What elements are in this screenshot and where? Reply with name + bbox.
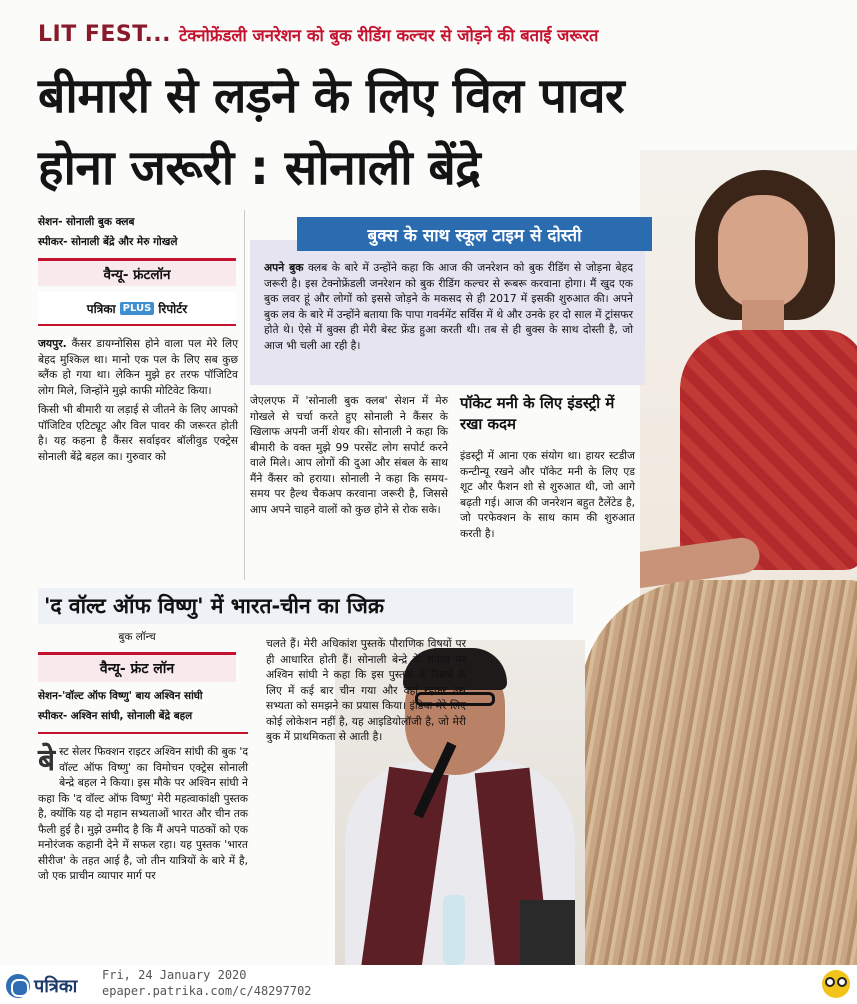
book-launch-label: बुक लॉन्च [118,631,156,643]
globe-icon [6,974,30,998]
article-column-5: चलते हैं। मेरी अधिकांश पुस्तकें पौराणिक विषयों पर ही आधारित होती हैं। सोनाली बेन्द्रे के सवाल पर अश्विन सांघी ने कहा कि इस पुस्तक के रिसर्च के लिए में कई बार चीन गया और वहां रहकर उस सभ्यता को समझने का प्रयास किया। इंडिया मेरे लिए कोई लोकेशन नहीं है, यह आइडियोलॉजी है, जो मेरी बुक में प्राथमिकता से आती है। [266,637,466,743]
footer-date: Fri, 24 January 2020 [102,968,247,982]
dropcap: बे [38,743,56,778]
footer [0,965,857,1004]
sonali-skirt-photo [560,560,857,965]
logo-text: पत्रिका [34,976,78,997]
reporter-byline [38,292,236,326]
kicker [38,14,838,54]
reporter-post: रिपोर्टर [158,301,188,316]
sidebar-lead: अपने बुक [264,261,304,274]
headline-line-1: बीमारी से लड़ने के लिए विल पावर [38,68,625,124]
patrika-logo[interactable] [6,973,116,999]
column-divider [244,210,245,580]
sidebar-title: बुक्स के साथ स्कूल टाइम से दोस्ती [297,217,652,251]
venue-label: वैन्यू- फ्रंटलॉन [38,258,236,286]
session-info [38,212,238,252]
reporter-plus: PLUS [120,302,155,315]
sidebar-box [250,240,645,385]
pocket-money-title: पॉकेट मनी के लिए इंडस्ट्री में रखा कदम [460,394,615,433]
col1-para-1: कैंसर डायग्नोसिस होने वाला पल मेरे लिए बेहद मुश्किल था। मानो एक पल के लिए सब कुछ ब्लैंक हो गया था। लेकिन मुझे हर तरफ पॉजिटिव लोग मिले, जिन्होंने मुझे काफी मोटिवेट किया। [38,337,238,397]
speaker-name: स्पीकर- सोनाली बेंद्रे और मेरु गोखले [38,236,178,248]
article-column-2: जेएलएफ में 'सोनाली बुक क्लब' सेशन में मेरु गोखले से चर्चा करते हुए सोनाली ने कैंसर के खिलाफ अपनी जर्नी शेयर की। सोनाली ने कहा कि बीमारी के वक्त मुझे 99 परसेंट लोग सपोर्ट करने वाले मिले। आप लोगों की दुआ और संबल के साथ मैंने कैंसर को हराया। सोनाली ने कहा कि समय-समय पर हैल्थ चैकअप करवाना जरूरी है, जिससे आप अपने चाहने वालों को कुछ होने से रोक सके। [250,394,448,516]
footer-stamp [102,967,312,999]
col1-para-2: किसी भी बीमारी या लड़ाई से जीतने के लिए आपको पॉजिटिव एटिट्यूट और विल पावर की जरूरत होती है। यह कहना है कैंसर सर्वाइवर बॉलीवुड एक्ट्रेस सोनाली बेंद्रे बहल का। गुरुवार को [38,403,238,463]
headline-line-2: होना जरूरी : सोनाली बेंद्रे [38,140,481,196]
section2-title: 'द वॉल्ट ऑफ विष्णु' में भारत-चीन का जिक्र [38,588,573,624]
session2-speaker: स्पीकर- अश्विन सांघी, सोनाली बेंद्रे बहल [38,710,193,722]
pocket-money-text: इंडस्ट्री में आना एक संयोग था। हायर स्टडीज कन्टीन्यू रखने और पॉकेट मनी के लिए एड शूट और फैशन शो से शुरुआत थी, जो आगे बढ़ती गई। आज की जनरेशन बहुत टैलेंटेड है, जो परफेक्शन के साथ काम की शुरुआत करती है। [460,449,635,540]
kicker-text: टेक्नोफ्रेंडली जनरेशन को बुक रीडिंग कल्चर से जोड़ने की बताई जरूरत [179,25,599,45]
sonali-photo [640,150,857,620]
footer-url[interactable]: epaper.patrika.com/c/48297702 [102,984,312,998]
article-column-1 [38,336,238,464]
headline [38,60,848,204]
reporter-pre: पत्रिका [86,301,116,316]
col4-text: स्ट सेलर फिक्शन राइटर अश्विन सांघी की बुक 'द वॉल्ट ऑफ विष्णु' का विमोचन एक्ट्रेस सोनाली बेन्द्रे बहल ने किया। इस मौके पर अश्विन सांघी ने कहा कि 'द वॉल्ट ऑफ विष्णु' मेरी महत्वाकांक्षी पुस्तक है, क्योंकि यह दो महान सभ्यताओं भारत और चीन तक फैली हुई है। मुझे उम्मीद है कि मैं अपने पाठकों को एक मनोरंजक कहानी देने में सफल रहा। यह पुस्तक 'भारत सीरीज' के तहत आई है, जो तीन यात्रियों के बारे में है, जो एक प्राचीन व्यापार मार्ग पर [38,745,248,882]
session2-name: सेशन-'वॉल्ट ऑफ विष्णु' बाय अश्विन सांघी [38,690,203,702]
session-name: सेशन- सोनाली बुक क्लब [38,216,135,228]
article-column-4 [38,744,248,884]
venue2-label: वैन्यू- फ्रंट लॉन [38,652,236,682]
session2-info [38,686,248,734]
owl-icon [820,966,852,1000]
dateline: जयपुर. [38,337,67,350]
sidebar-text: क्लब के बारे में उन्होंने कहा कि आज की जनरेशन को बुक रीडिंग से जोड़ना बेहद जरूरी है। इस टेक्नोफ्रेंडली जनरेशन को बुक रीडिंग कल्चर से रूबरू करवाना होगा। मैं खुद एक बुक लवर हूं और लोगों को इससे जोड़ने के मकसद से ही 2017 में इसकी शुरुआत की। अपने बुक लव के बारे में उन्होंने बताया कि पापा गवर्नमेंट सर्विस में थे और उनके हर दो साल में ट्रांसफर होते थे। ऐसे में बुक्स ही मेरी बेस्ट फ्रेंड हुआ करती थी। तब से ही बुक्स के साथ दोस्ती है, जो आज भी चली आ रही है। [264,261,634,352]
kicker-label: LIT FEST... [38,21,172,47]
